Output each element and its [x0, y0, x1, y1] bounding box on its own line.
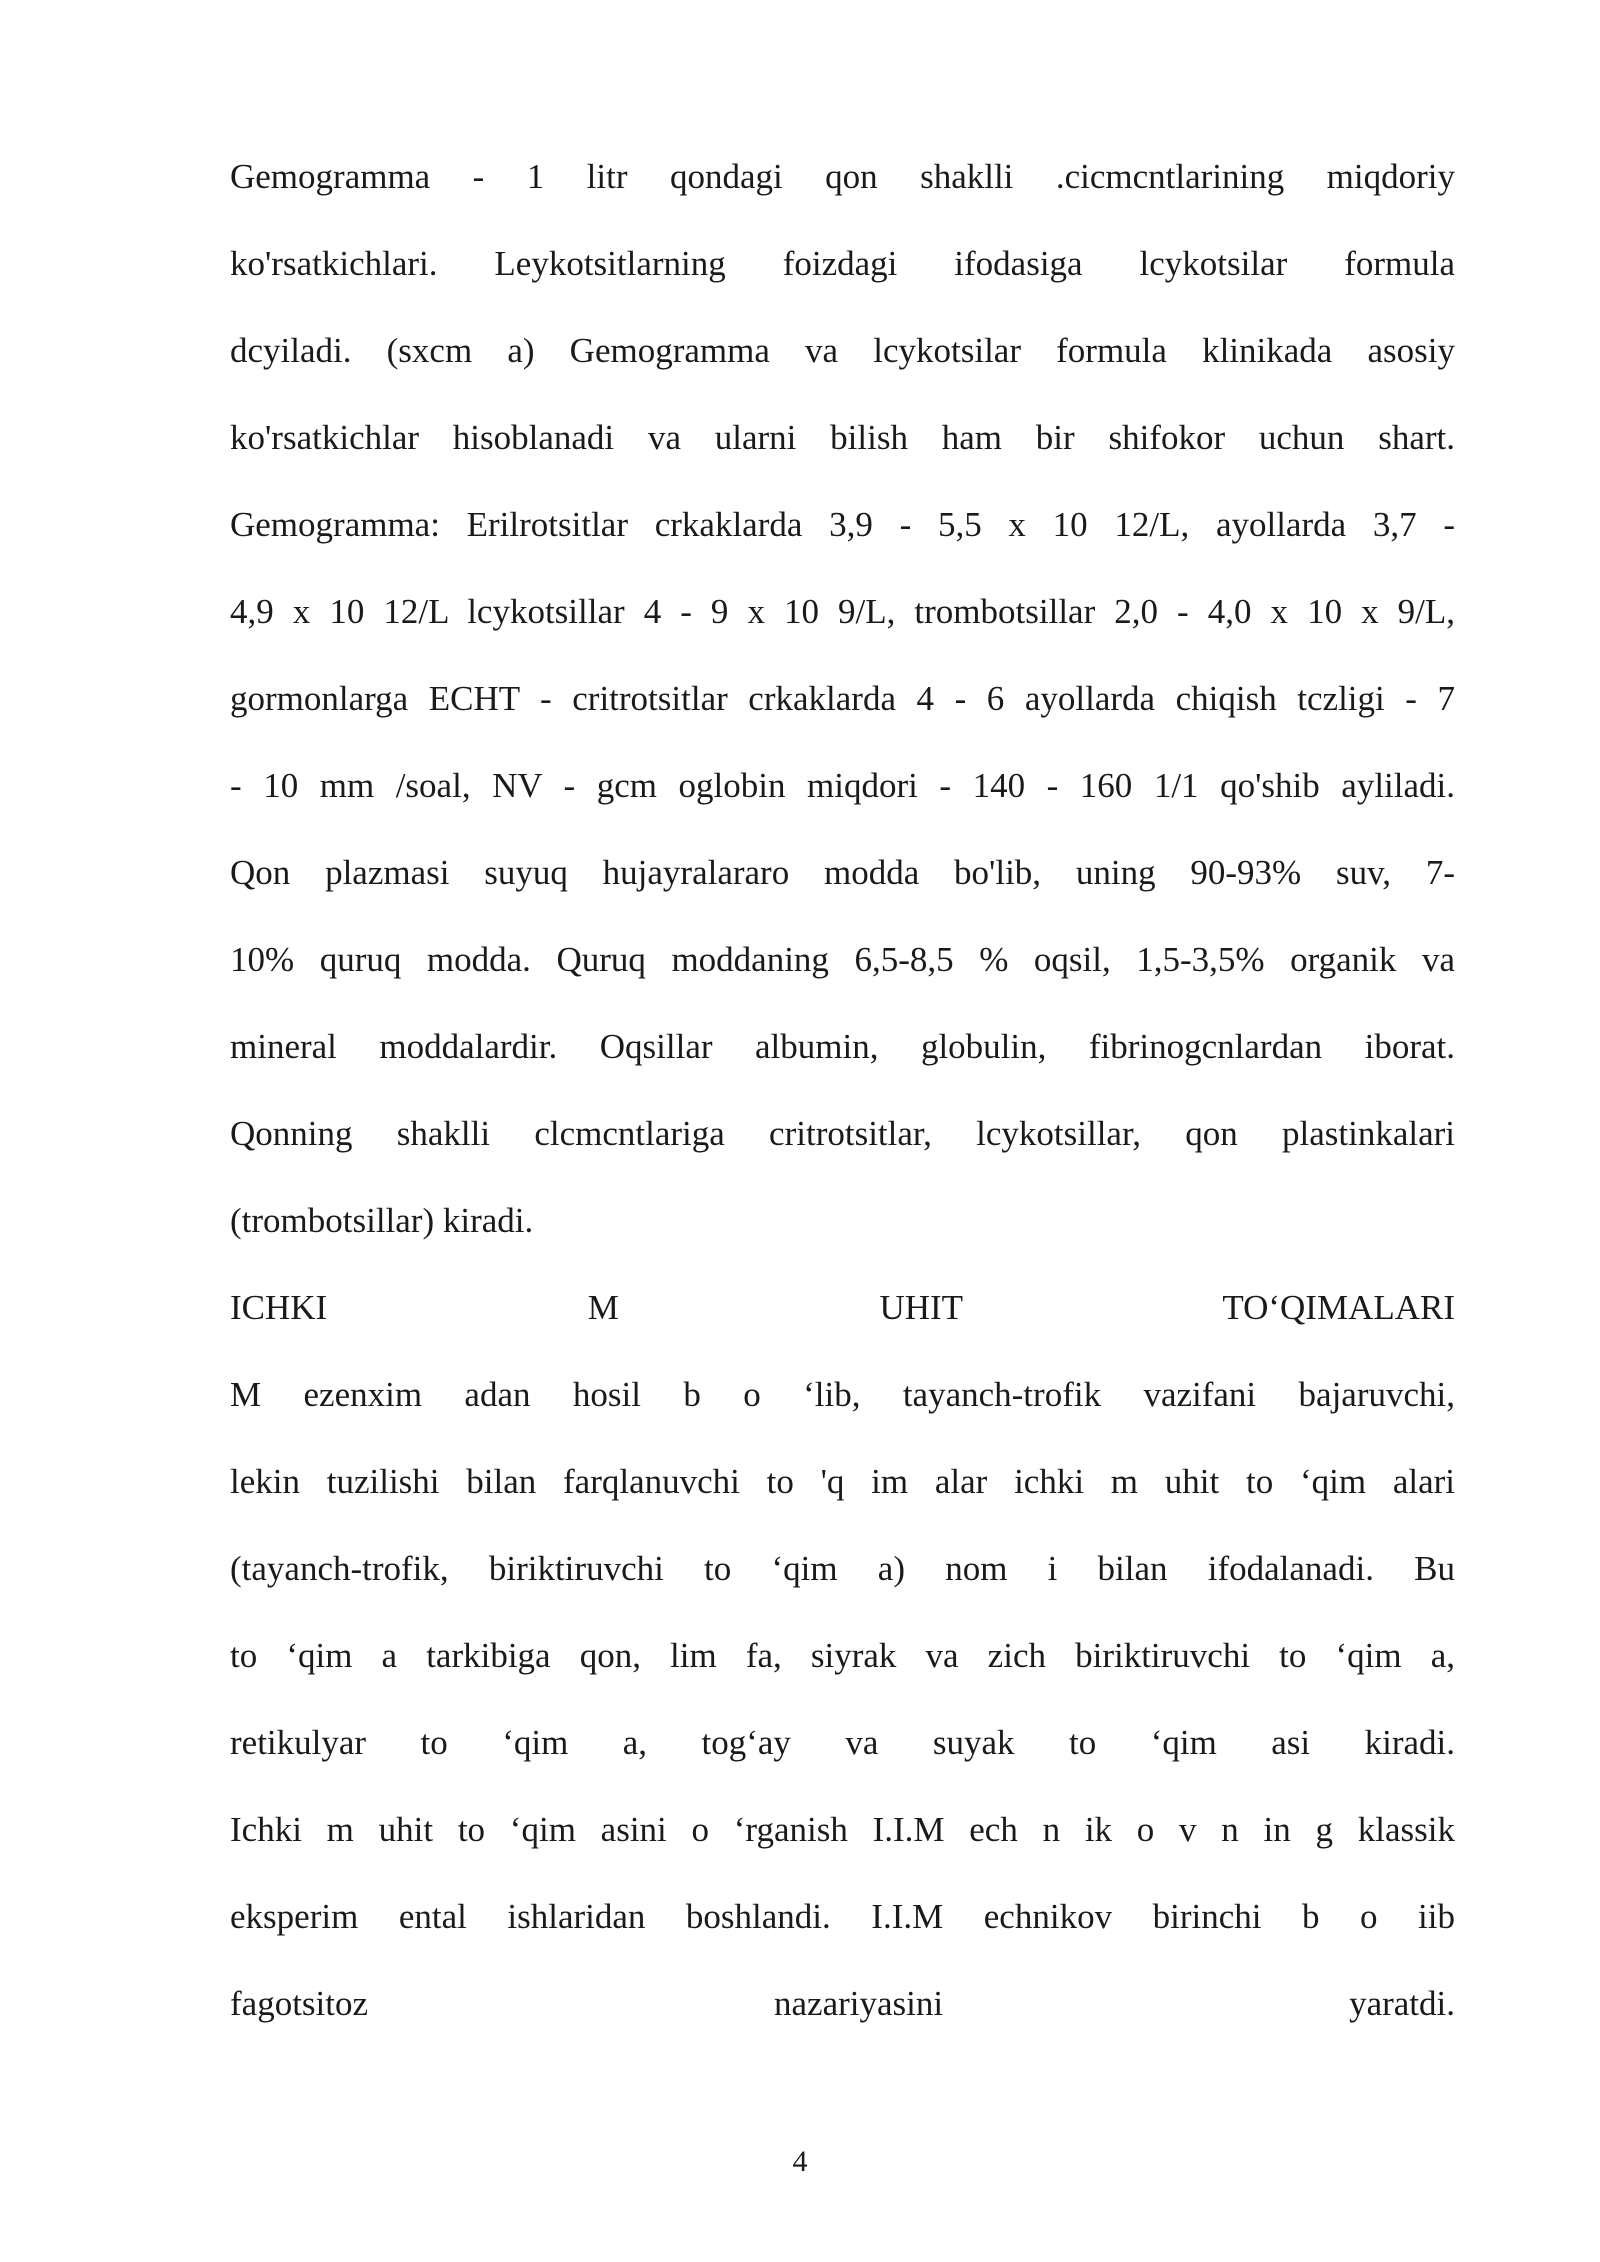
paragraph-line: 10% quruq modda. Quruq moddaning 6,5-8,5 % oqsil, 1,5-3,5% organik va	[230, 940, 1455, 979]
paragraph-line: to ‘qim a tarkibiga qon, lim fa, siyrak va zich biriktiruvchi to ‘qim a,	[230, 1636, 1455, 1675]
paragraph-line: dcyiladi. (sxcm a) Gemogramma va lcykotsilar formula klinikada asosiy	[230, 331, 1455, 370]
paragraph-line: (trombotsillar) kiradi.	[230, 1201, 534, 1240]
paragraph-line: ko'rsatkichlari. Leykotsitlarning foizdagi ifodasiga lcykotsilar formula	[230, 244, 1455, 283]
paragraph-line: - 10 mm /soal, NV - gcm oglobin miqdori - 140 - 160 1/1 qo'shib ayliladi.	[230, 766, 1455, 805]
paragraph-line: mineral moddalardir. Oqsillar albumin, globulin, fibrinogcnlardan iborat.	[230, 1027, 1455, 1066]
section-heading: ICHKI M UHIT TO‘QIMALARI	[230, 1288, 1455, 1327]
paragraph-line: gormonlarga ECHT - critrotsitlar crkaklarda 4 - 6 ayollarda chiqish tczligi - 7	[230, 679, 1455, 718]
body-text	[230, 148, 1455, 2062]
paragraph-line: Qonning shaklli clcmcntlariga critrotsitlar, lcykotsillar, qon plastinkalari	[230, 1114, 1455, 1153]
paragraph-line: Gemogramma: Erilrotsitlar crkaklarda 3,9 - 5,5 x 10 12/L, ayollarda 3,7 -	[230, 505, 1455, 544]
paragraph-line: eksperim ental ishlaridan boshlandi. I.I.M echnikov birinchi b o iib	[230, 1897, 1455, 1936]
paragraph-line: (tayanch-trofik, biriktiruvchi to ‘qim a) nom i bilan ifodalanadi. Bu	[230, 1549, 1455, 1588]
paragraph-line: Ichki m uhit to ‘qim asini o ‘rganish I.I.M ech n ik o v n in g klassik	[230, 1810, 1455, 1849]
paragraph-line: Gemogramma - 1 litr qondagi qon shaklli .cicmcntlarining miqdoriy	[230, 157, 1455, 196]
page-number: 4	[792, 2145, 808, 2178]
paragraph-line: Qon plazmasi suyuq hujayralararo modda bo'lib, uning 90-93% suv, 7-	[230, 853, 1455, 892]
paragraph-line: fagotsitoz nazariyasini yaratdi.	[230, 1984, 1455, 2023]
paragraph-line: M ezenxim adan hosil b o ‘lib, tayanch-trofik vazifani bajaruvchi,	[230, 1375, 1455, 1414]
paragraph-line: lekin tuzilishi bilan farqlanuvchi to 'q im alar ichki m uhit to ‘qim alari	[230, 1462, 1455, 1501]
paragraph-line: ko'rsatkichlar hisoblanadi va ularni bilish ham bir shifokor uchun shart.	[230, 418, 1455, 457]
paragraph-line: 4,9 x 10 12/L lcykotsillar 4 - 9 x 10 9/L, trombotsillar 2,0 - 4,0 x 10 x 9/L,	[230, 592, 1455, 631]
paragraph-line: retikulyar to ‘qim a, tog‘ay va suyak to ‘qim asi kiradi.	[230, 1723, 1455, 1762]
